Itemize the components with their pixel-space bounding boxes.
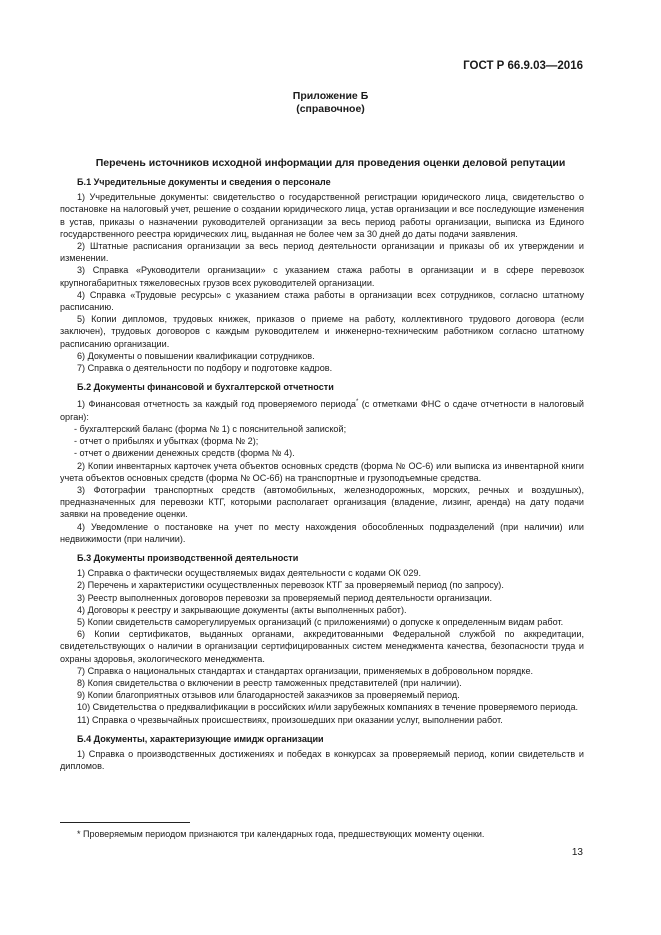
paragraph: 3) Справка «Руководители организации» с указанием стажа работы в организации и в сфере перевозок крупногабаритных тяжеловесных грузов всех руководителей организации. bbox=[60, 265, 584, 288]
paragraph: 2) Штатные расписания организации за весь период деятельности организации и приказы об их утверждении и изменении. bbox=[60, 241, 584, 264]
paragraph: 3) Реестр выполненных договоров перевозки за проверяемый период деятельности организации. bbox=[77, 592, 492, 603]
paragraph-text: (с отметками ФНС о сдаче отчетности в налоговый орган): bbox=[60, 399, 584, 422]
document-body bbox=[60, 176, 584, 772]
document-code: ГОСТ Р 66.9.03—2016 bbox=[463, 60, 583, 72]
paragraph: 5) Копии дипломов, трудовых книжек, приказов о приеме на работу, коллективного трудового договора (если заключен), трудовых договоров с каждым руководителем и инженерно-техническим работником согласно штатному расписанию организации. bbox=[60, 314, 584, 349]
paragraph: 5) Копии свидетельств саморегулируемых организаций (с приложениями) о допуске к определенным видам работ. bbox=[77, 616, 564, 627]
paragraph-text: 1) Финансовая отчетность за каждый год проверяемого периода bbox=[77, 399, 356, 410]
paragraph: 6) Копии сертификатов, выданных органами, аккредитованными Федеральной службой по аккредитации, свидетельствующих о наличии в организации сертифицированных систем менеджмента качества, безопасности труда и охраны здоровья, экологического менеджмента. bbox=[60, 629, 584, 664]
section-heading-b2: Б.2 Документы финансовой и бухгалтерской отчетности bbox=[77, 382, 334, 393]
footnote-divider bbox=[60, 822, 190, 823]
appendix-heading bbox=[0, 90, 661, 116]
section-heading-b1: Б.1 Учредительные документы и сведения о персонале bbox=[77, 177, 331, 187]
paragraph: 10) Свидетельства о предквалификации в российских и/или зарубежных компаниях в течение проверяемого периода. bbox=[77, 702, 579, 713]
paragraph: 2) Копии инвентарных карточек учета объектов основных средств (форма № ОС-6) или выписка из инвентарной книги учета объектов основных средств (форма № ОС-6б) на транспортные и грузоподъемные средства. bbox=[60, 460, 584, 483]
paragraph: 7) Справка о национальных стандартах и стандартах организации, применяемых в добровольном порядке. bbox=[77, 665, 534, 676]
paragraph: 4) Договоры к реестру и закрывающие документы (акты выполненных работ). bbox=[77, 604, 407, 615]
paragraph: 1) Справка о фактически осуществляемых видах деятельности с кодами ОК 029. bbox=[77, 568, 421, 579]
main-title: Перечень источников исходной информации для проведения оценки деловой репутации bbox=[95, 157, 566, 169]
page-number: 13 bbox=[571, 847, 583, 858]
section-heading-b4: Б.4 Документы, характеризующие имидж организации bbox=[77, 733, 324, 744]
list-item: - бухгалтерский баланс (форма № 1) с пояснительной запиской; bbox=[74, 423, 347, 434]
paragraph: 3) Фотографии транспортных средств (автомобильных, железнодорожных, морских, речных и воздушных), предназначенных для перевозки КТГ, которыми располагает организация (владение, лизинг, аренда) на дату подачи заявки на проведение оценки. bbox=[60, 484, 584, 520]
footnote: * Проверяемым периодом признаются три календарных года, предшествующих моменту оценки. bbox=[77, 829, 485, 839]
paragraph: 4) Уведомление о постановке на учет по месту нахождения обособленных подразделений (при наличии) или недвижимости (при наличии). bbox=[60, 521, 584, 544]
paragraph: 6) Документы о повышении квалификации сотрудников. bbox=[77, 350, 315, 361]
list-item: - отчет о движении денежных средств (форма № 4). bbox=[74, 448, 295, 459]
paragraph: 4) Справка «Трудовые ресурсы» с указанием стажа работы в организации всех сотрудников, согласно штатному расписанию. bbox=[60, 289, 584, 313]
paragraph: 1) Учредительные документы: свидетельство о государственной регистрации юридического лица, свидетельство о постановке на налоговый учет, решение о создании юридического лица, устав организации и все последующие изменения в устав, приказы о назначении руководителей организации за весь период работы организации, выписка из Единого государственного реестра юридических лиц, выданная не более чем за 30 дней до даты подачи заявления. bbox=[60, 192, 584, 239]
appendix-title: Приложение Б bbox=[292, 90, 369, 102]
paragraph: 11) Справка о чрезвычайных происшествиях, произошедших при оказании услуг, выполнении работ. bbox=[77, 714, 503, 725]
paragraph: 8) Копия свидетельства о включении в реестр таможенных представителей (при наличии). bbox=[77, 677, 462, 688]
paragraph: 2) Перечень и характеристики осуществленных перевозок КТГ за проверяемый период (по запросу). bbox=[77, 580, 504, 591]
footnote-marker: * bbox=[355, 399, 359, 406]
list-item: - отчет о прибылях и убытках (форма № 2); bbox=[74, 436, 259, 447]
paragraph bbox=[60, 396, 584, 422]
paragraph: 9) Копии благоприятных отзывов или благодарностей заказчиков за проверяемый период. bbox=[77, 690, 460, 701]
paragraph: 1) Справка о производственных достижениях и победах в конкурсах за проверяемый период, копии свидетельств и дипломов. bbox=[60, 748, 584, 772]
section-heading-b3: Б.3 Документы производственной деятельности bbox=[77, 552, 299, 563]
paragraph: 7) Справка о деятельности по подбору и подготовке кадров. bbox=[77, 363, 333, 374]
appendix-subtitle: (справочное) bbox=[296, 103, 365, 115]
